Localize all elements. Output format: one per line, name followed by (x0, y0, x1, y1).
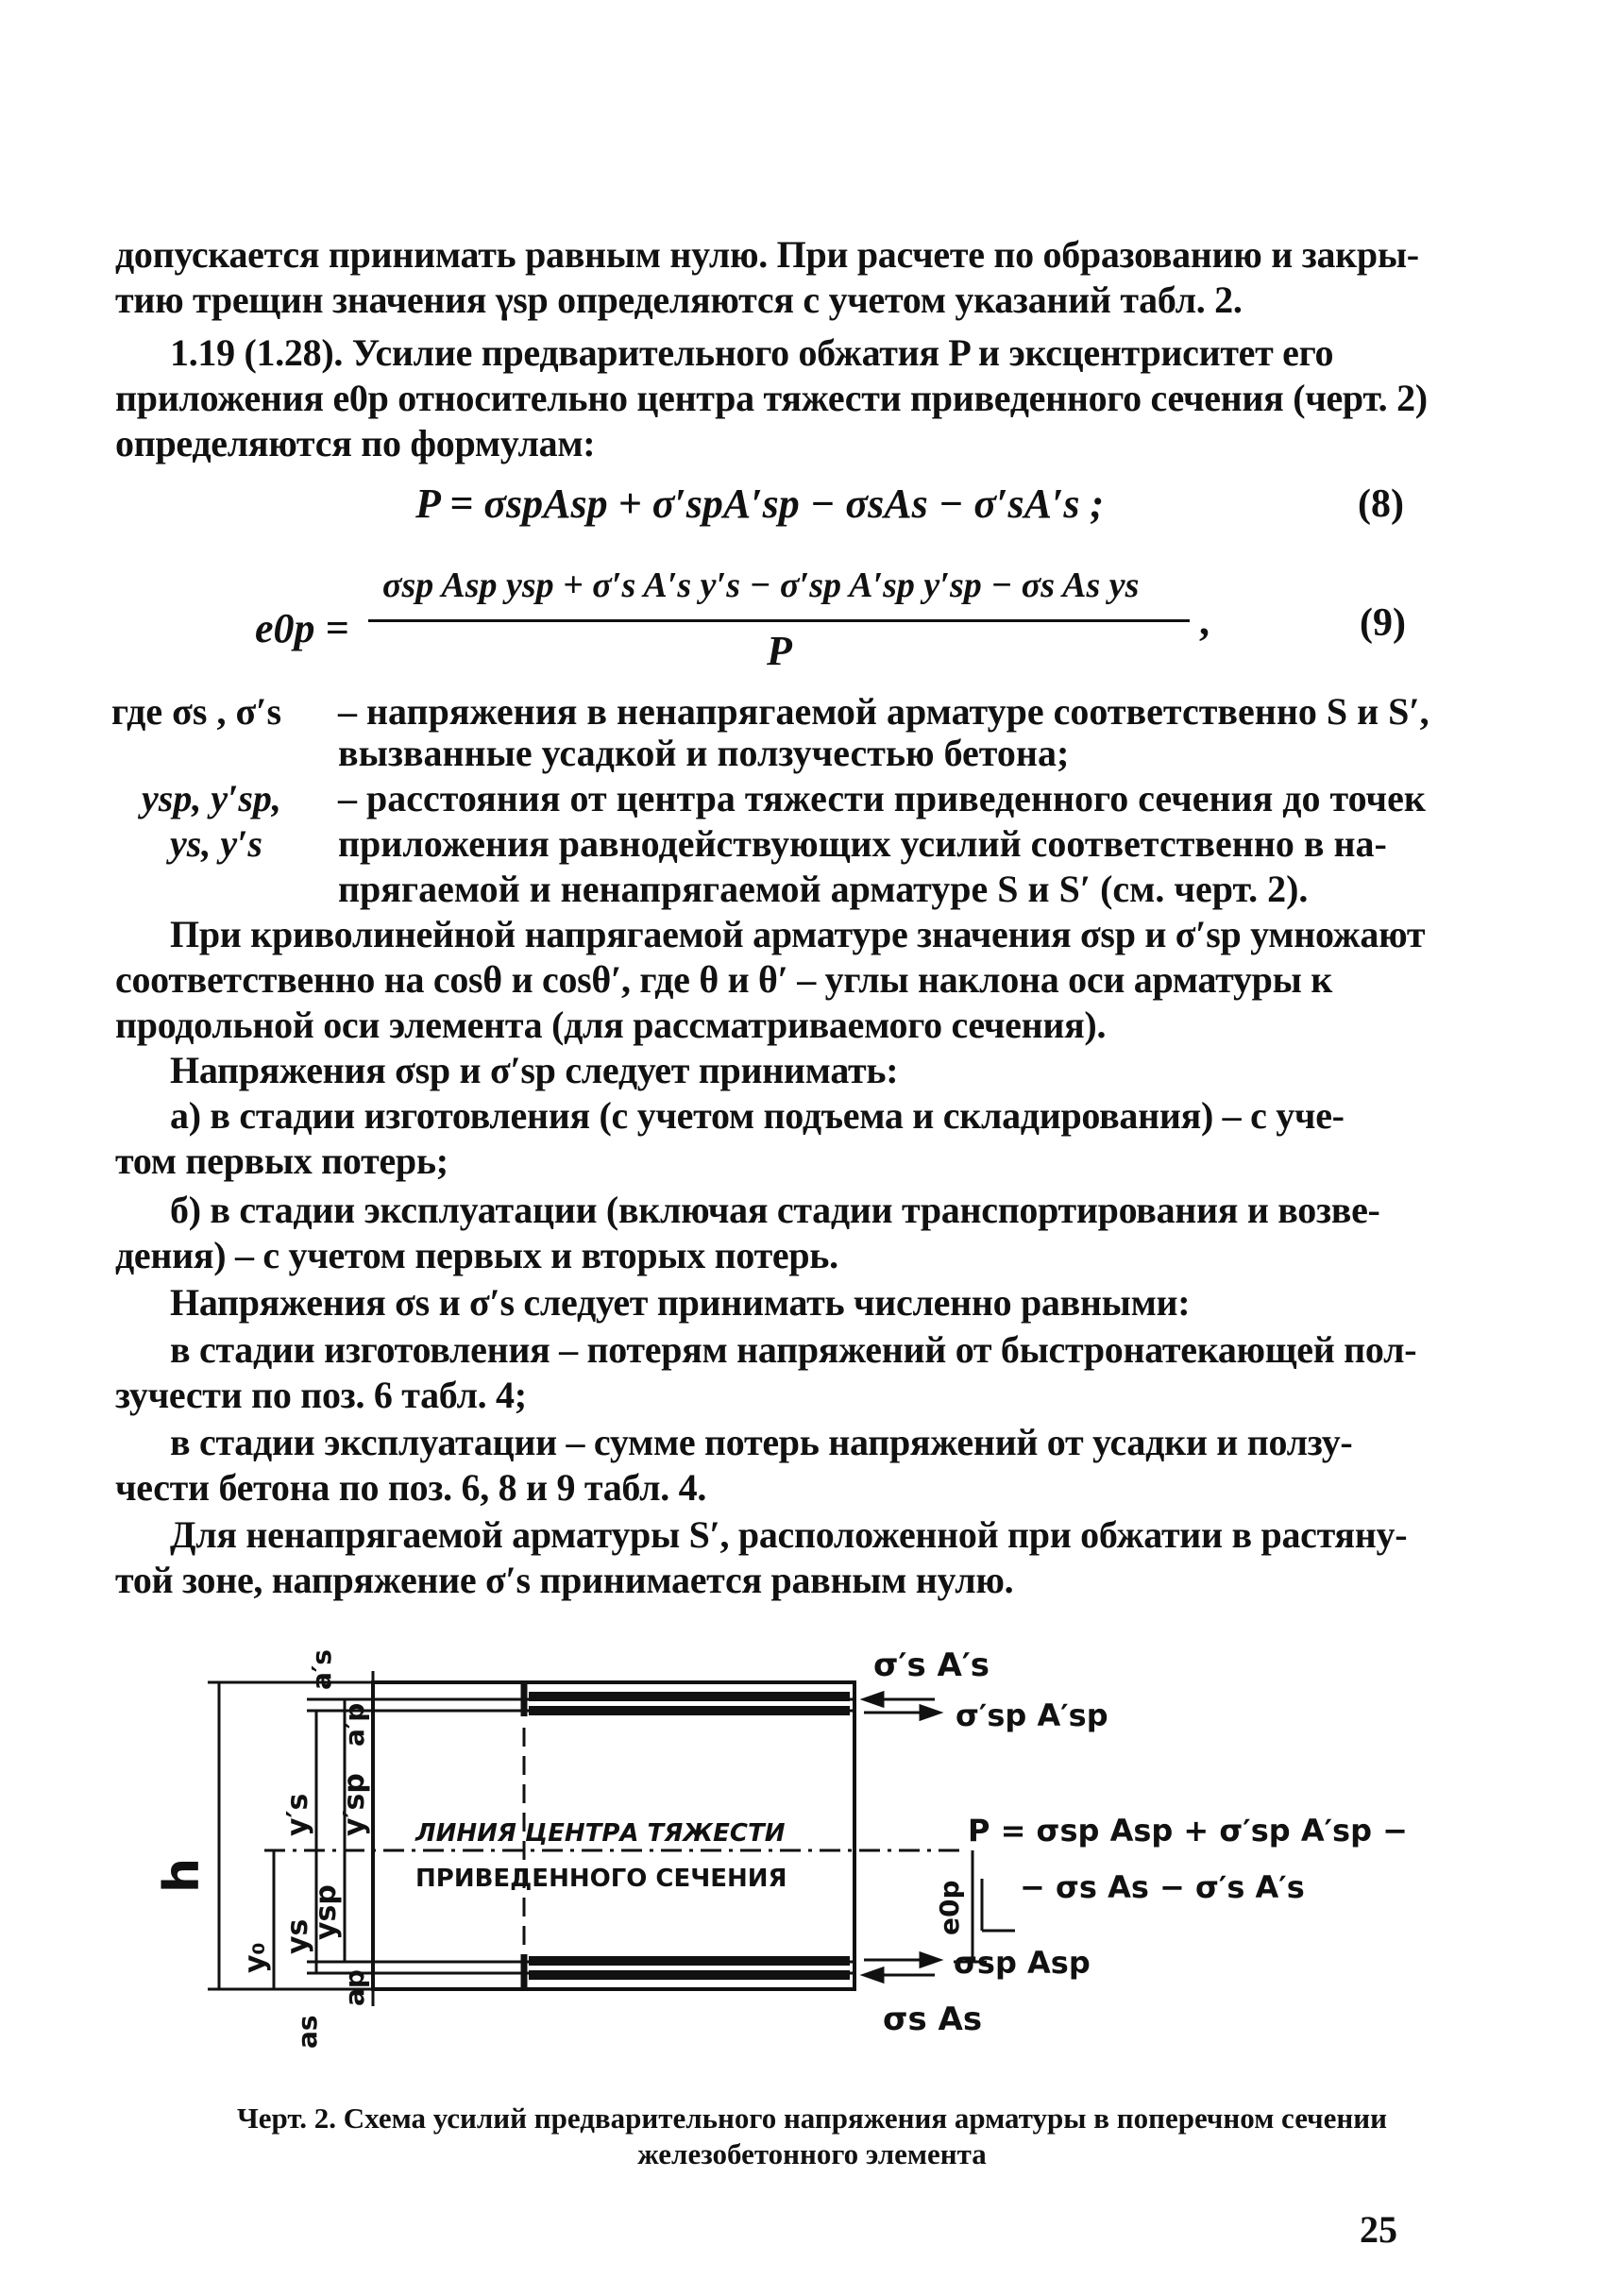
dim-ysp-prime-label: y′sp (338, 1773, 371, 1836)
centroid-line-label-1: ЛИНИЯ ЦЕНТРА ТЯЖЕСТИ (415, 1819, 786, 1848)
definition-text: приложения равнодействующих усилий соответственно в на- (338, 822, 1387, 865)
dim-ap-label: ap (339, 1969, 370, 2006)
text-line: соответственно на cosθ и cosθ′, где θ и θ′ – углы наклона оси арматуры к (115, 958, 1332, 1001)
text-line: приложения e0p относительно центра тяжести приведенного сечения (черт. 2) (115, 377, 1428, 419)
force-top-sp-label: σ′sp A′sp (956, 1697, 1108, 1733)
definition-text: прягаемой и ненапрягаемой арматуре S и S′ (см. черт. 2). (338, 868, 1309, 910)
formula-9-numerator: σsp Asp ysp + σ′s A′s y′s − σ′sp A′sp y′sp − σs As ys (382, 566, 1140, 605)
text-line: дения) – с учетом первых и вторых потерь. (115, 1234, 838, 1276)
definition-symbol: где σs , σ′s (111, 690, 282, 733)
dim-as-label: as (292, 2015, 323, 2049)
text-line: При криволинейной напрягаемой арматуре значения σsp и σ′sp умножают (170, 913, 1426, 955)
centroid-line-label-2: ПРИВЕДЕННОГО СЕЧЕНИЯ (415, 1865, 787, 1893)
definition-symbol: ys, y′s (170, 822, 262, 865)
force-bottom-sp-label: σsp Asp (954, 1945, 1091, 1981)
text-line: чести бетона по поз. 6, 8 и 9 табл. 4. (115, 1466, 707, 1509)
equation-number-8: (8) (1358, 482, 1404, 526)
text-line: продольной оси элемента (для рассматриваемого сечения). (115, 1004, 1107, 1046)
dim-ys-label: ys (281, 1918, 314, 1954)
dim-as-prime-label: a′s (306, 1649, 337, 1690)
text-line: тию трещин значения γsp определяются с учетом указаний табл. 2. (115, 279, 1243, 321)
page-number: 25 (1360, 2208, 1397, 2251)
force-p-label-1: P = σsp Asp + σ′sp A′sp − (968, 1813, 1408, 1849)
definition-symbol: ysp, y′sp, (142, 777, 281, 819)
figure-caption: Черт. 2. Схема усилий предварительного напряжения арматуры в поперечном сечении (236, 2102, 1388, 2135)
formula-9-denominator: P (767, 628, 792, 674)
text-line: Для ненапрягаемой арматуры S′, расположенной при обжатии в растяну- (170, 1513, 1408, 1556)
text-line: Напряжения σs и σ′s следует принимать численно равными: (170, 1281, 1191, 1324)
text-line: а) в стадии изготовления (с учетом подъема и складирования) – с уче- (170, 1094, 1345, 1137)
dim-h-label: h (154, 1857, 211, 1893)
dim-ap-prime-label: a′p (339, 1702, 370, 1747)
text-line: Напряжения σsp и σ′sp следует принимать: (170, 1049, 899, 1091)
force-p-label-2: − σs As − σ′s A′s (1020, 1869, 1305, 1905)
force-bottom-s-label: σs As (883, 2001, 983, 2038)
document-page: допускается принимать равным нулю. При расчете по образованию и закры- тию трещин значения γsp определяются с учетом указаний табл. 2. 1.19 (1.28). Усилие предварительного обжатия P и эксцентриситет его приложения e0p относительно центра тяжести приведенного сечения (черт. 2) определяются по формулам: P = σspAsp + σ′spA′sp − σsAs − σ′sA′s ; (8) e0p = σsp Asp ysp + σ′s A′s y′s − σ′sp A′sp y′sp − σs As ys P , (9) где σs , σ′s – напряжения в ненапрягаемой арматуре соответственно S и S′, вызванные усадкой и ползучестью бетона; ysp, y′sp, – расстояния от центра тяжести приведенного сечения до точек ys, y′s приложения равнодействующих усилий соответственно в на- прягаемой и ненапрягаемой арматуре S и S′ (см. черт. 2). При криволинейной напрягаемой арматуре значения σsp и σ′sp умножают соответственно на cosθ и cosθ′, где θ и θ′ – углы наклона оси арматуры к продольной оси элемента (для рассматриваемого сечения). Напряжения σsp и σ′sp следует принимать: а) в стадии изготовления (с учетом подъема и складирования) – с уче- том первых потерь; б) в стадии эксплуатации (включая стадии транспортирования и возве- дения) – с учетом первых и вторых потерь. Напряжения σs и σ′s следует принимать численно равными: в стадии изготовления – потерям напряжений от быстронатекающей пол- зучести по поз. 6 табл. 4; в стадии эксплуатации – сумме потерь напряжений от усадки и ползу- чести бетона по поз. 6, 8 и 9 табл. 4. Для ненапрягаемой арматуры S′, расположенной при обжатии в растяну- той зоне, напряжение σ′s принимается равным нулю. h y₀ ys ysp y′s y′sp a′s a′p as ap ЛИНИЯ ЦЕНТРА ТЯЖЕСТИ ПРИВЕДЕННОГО СЕЧЕНИЯ e0p σ′s A′s σ′sp A′sp P = σsp Asp + σ′sp A′sp − − σs As − σ′s A′s σsp Asp σs As Черт. 2. Схема усилий предварительного напряжения арматуры в поперечном сечении железобетонного элемента 25 (0, 0, 1624, 2296)
dim-y0-label: y₀ (239, 1942, 272, 1973)
text-line: зучести по поз. 6 табл. 4; (115, 1374, 527, 1416)
text-line: в стадии изготовления – потерям напряжений от быстронатекающей пол- (170, 1328, 1417, 1371)
text-line: допускается принимать равным нулю. При расчете по образованию и закры- (115, 233, 1419, 276)
formula-8: P = σspAsp + σ′spA′sp − σsAs − σ′sA′s ; (415, 481, 1105, 527)
definition-text: вызванные усадкой и ползучестью бетона; (338, 732, 1070, 774)
text-line: б) в стадии эксплуатации (включая стадии транспортирования и возве- (170, 1189, 1380, 1231)
text-line: том первых потерь; (115, 1140, 448, 1182)
text-line: в стадии эксплуатации – сумме потерь напряжений от усадки и ползу- (170, 1421, 1353, 1463)
section-heading-line: 1.19 (1.28). Усилие предварительного обжатия P и эксцентриситет его (170, 331, 1334, 374)
definition-text: – напряжения в ненапрягаемой арматуре соответственно S и S′, (338, 690, 1429, 733)
dim-ys-prime-label: y′s (281, 1793, 314, 1836)
text-line: определяются по формулам: (115, 422, 596, 464)
dim-e0p-label: e0p (934, 1880, 965, 1935)
force-top-s-label: σ′s A′s (873, 1646, 990, 1684)
dim-ysp-label: ysp (310, 1884, 343, 1940)
equation-number-9: (9) (1360, 601, 1406, 645)
text-line: той зоне, напряжение σ′s принимается равным нулю. (115, 1559, 1014, 1601)
formula-9-lhs: e0p = (255, 605, 349, 651)
figure-caption: железобетонного элемента (637, 2137, 987, 2170)
definition-text: – расстояния от центра тяжести приведенного сечения до точек (338, 777, 1426, 819)
